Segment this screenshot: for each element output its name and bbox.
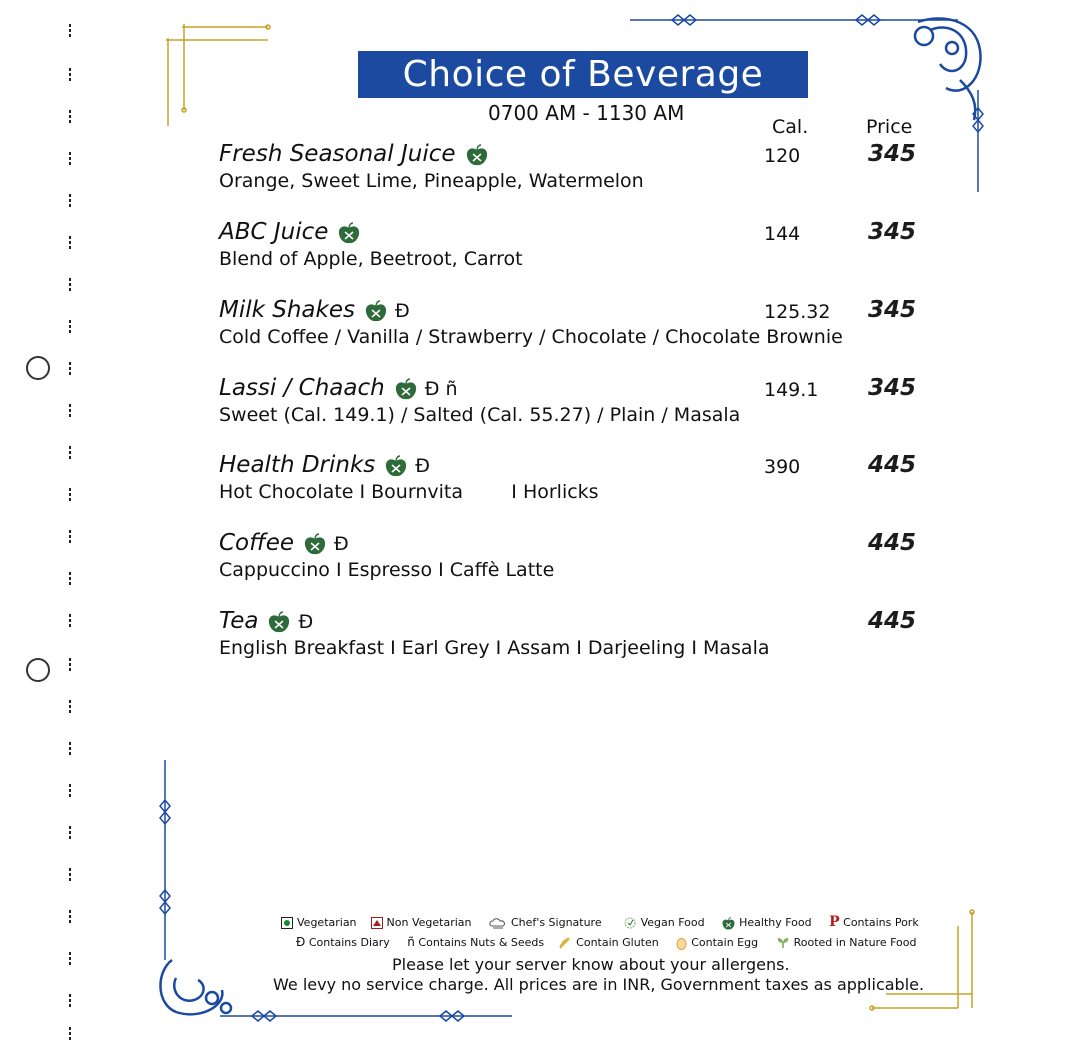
menu-item-description: English Breakfast I Earl Grey I Assam I Darjeeling I Masala bbox=[219, 637, 770, 659]
menu-item-name: Coffee bbox=[219, 530, 295, 556]
chefs-signature-icon bbox=[489, 918, 507, 929]
allergen-symbols: Đ bbox=[394, 300, 410, 322]
menu-item-price: 345 bbox=[868, 219, 917, 245]
healthy-food-icon bbox=[304, 533, 326, 555]
allergen-symbols: Đ bbox=[334, 533, 349, 555]
menu-item-name-row bbox=[219, 297, 410, 323]
dairy-icon: Đ bbox=[296, 935, 306, 949]
serving-time: 0700 AM - 1130 AM bbox=[488, 101, 685, 125]
menu-item-name: ABC Juice bbox=[219, 219, 329, 245]
menu-item-name: Fresh Seasonal Juice bbox=[219, 141, 456, 167]
menu-item-name: Milk Shakes bbox=[219, 297, 355, 323]
blue-flourish-top-right bbox=[915, 18, 981, 120]
menu-item-name-row bbox=[219, 530, 349, 556]
menu-item-name-row bbox=[219, 141, 496, 167]
blue-flourish-bottom-left bbox=[160, 960, 231, 1014]
vegetarian-icon bbox=[281, 917, 293, 929]
price-column-header: Price bbox=[866, 116, 913, 138]
legend-chefs-signature: Chef's Signature bbox=[511, 916, 602, 929]
service-charge-note: We levy no service charge. All prices are in INR, Government taxes as applicable. bbox=[273, 975, 925, 994]
allergen-symbols: Đ ñ bbox=[424, 378, 458, 400]
blue-line-left bbox=[160, 760, 170, 960]
menu-item-calories: 390 bbox=[764, 456, 801, 478]
menu-item-price: 345 bbox=[868, 375, 917, 401]
menu-item-name: Lassi / Chaach bbox=[219, 375, 385, 401]
menu-item-name-row bbox=[219, 608, 313, 634]
gluten-icon bbox=[558, 936, 572, 950]
allergen-note: Please let your server know about your allergens. bbox=[392, 955, 790, 974]
allergen-symbols: Đ bbox=[415, 455, 431, 477]
allergen-symbols: Đ bbox=[298, 611, 314, 633]
menu-item-description: Cappuccino I Espresso I Caffè Latte bbox=[219, 559, 555, 581]
blue-line-top bbox=[630, 15, 958, 25]
healthy-food-icon bbox=[385, 455, 407, 477]
menu-item-name: Health Drinks bbox=[219, 452, 376, 478]
dietary-legend-row-1 bbox=[281, 914, 919, 930]
gold-corner-top-left bbox=[166, 24, 270, 126]
nature-food-icon bbox=[776, 937, 790, 949]
legend-vegan: Vegan Food bbox=[640, 916, 705, 929]
menu-item-calories: 120 bbox=[764, 145, 801, 167]
menu-item-name-row bbox=[219, 219, 368, 245]
nuts-icon: ñ bbox=[407, 935, 415, 949]
legend-pork: Contains Pork bbox=[843, 916, 919, 929]
menu-item-name-row bbox=[219, 452, 430, 478]
legend-egg: Contain Egg bbox=[691, 936, 759, 949]
menu-item-description: Orange, Sweet Lime, Pineapple, Watermelon bbox=[219, 170, 644, 192]
legend-gluten: Contain Gluten bbox=[576, 936, 659, 949]
menu-item-description: Sweet (Cal. 149.1) / Salted (Cal. 55.27) / Plain / Masala bbox=[219, 404, 741, 426]
legend-non-vegetarian: Non Vegetarian bbox=[386, 916, 472, 929]
menu-item-description: Hot Chocolate I Bournvita I Horlicks bbox=[219, 481, 599, 503]
menu-item-calories: 125.32 bbox=[764, 301, 831, 323]
legend-nature: Rooted in Nature Food bbox=[793, 936, 917, 949]
legend-healthy: Healthy Food bbox=[739, 916, 812, 929]
menu-item-price: 345 bbox=[868, 141, 917, 167]
healthy-food-icon bbox=[466, 144, 488, 166]
page-title: Choice of Beverage bbox=[358, 51, 808, 98]
healthy-food-icon bbox=[365, 300, 387, 322]
egg-icon bbox=[676, 937, 687, 950]
legend-nuts: Contains Nuts & Seeds bbox=[418, 936, 545, 949]
pork-icon: P bbox=[829, 914, 840, 930]
healthy-food-icon bbox=[338, 222, 360, 244]
menu-item-calories: 149.1 bbox=[764, 379, 819, 401]
dietary-legend-row-2 bbox=[296, 935, 916, 950]
calorie-column-header: Cal. bbox=[772, 116, 809, 138]
menu-item-name-row bbox=[219, 375, 458, 401]
legend-dairy: Contains Diary bbox=[308, 936, 390, 949]
vegan-icon bbox=[623, 917, 637, 929]
legend-vegetarian: Vegetarian bbox=[297, 916, 357, 929]
healthy-food-icon bbox=[395, 378, 417, 400]
healthy-food-legend-icon bbox=[722, 917, 735, 930]
menu-item-description: Blend of Apple, Beetroot, Carrot bbox=[219, 248, 523, 270]
menu-item-price: 445 bbox=[868, 452, 917, 478]
menu-item-description: Cold Coffee / Vanilla / Strawberry / Chocolate / Chocolate Brownie bbox=[219, 326, 843, 348]
menu-item-price: 445 bbox=[868, 530, 917, 556]
menu-item-name: Tea bbox=[219, 608, 259, 634]
blue-line-bottom bbox=[220, 1011, 512, 1021]
menu-item-calories: 144 bbox=[764, 223, 801, 245]
healthy-food-icon bbox=[268, 611, 290, 633]
menu-item-price: 345 bbox=[868, 297, 917, 323]
non-vegetarian-icon bbox=[371, 917, 383, 929]
menu-item-price: 445 bbox=[868, 608, 917, 634]
